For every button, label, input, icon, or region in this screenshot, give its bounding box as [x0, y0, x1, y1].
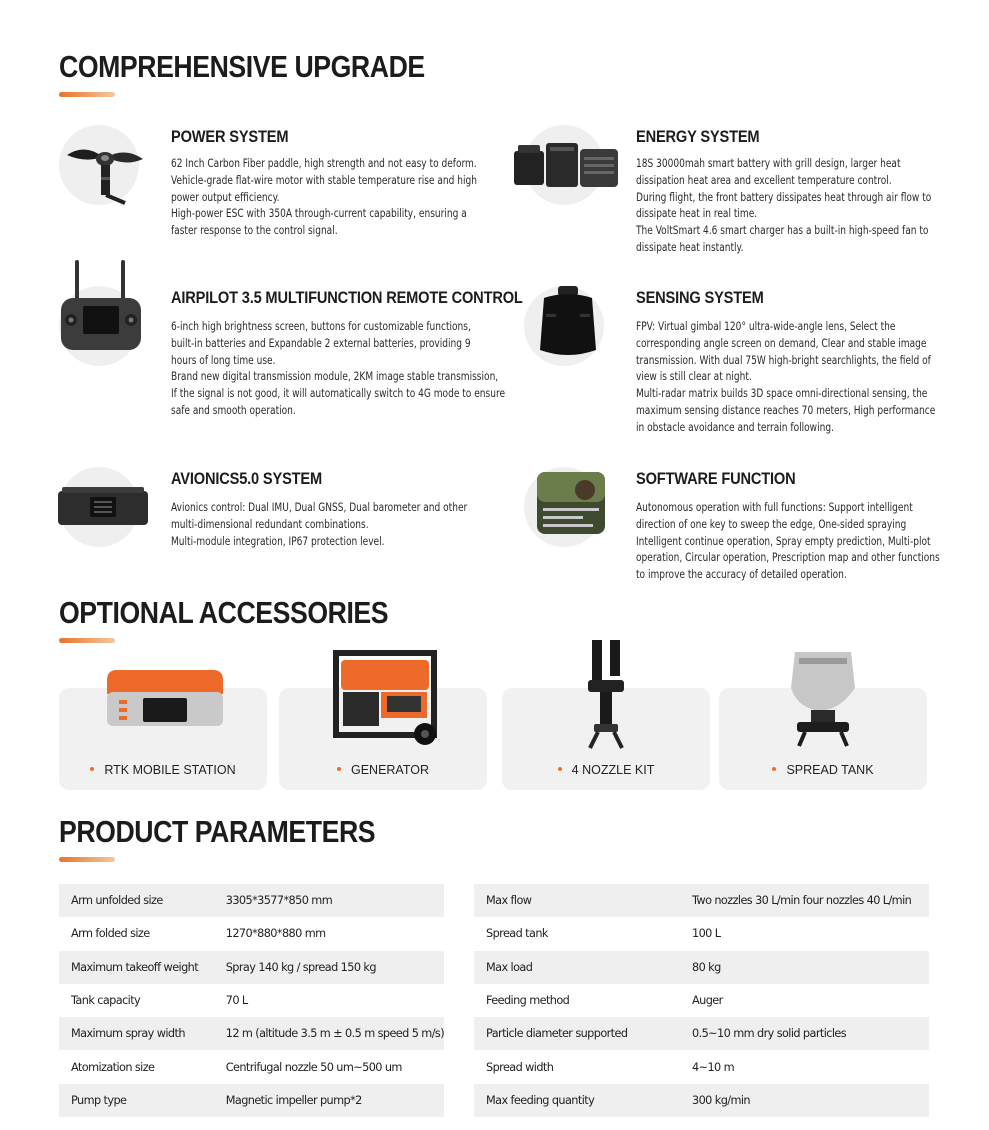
- accessory-label: 4 NOZZLE KIT: [571, 763, 655, 777]
- remote-controller-icon: [59, 258, 143, 356]
- section-underline: [59, 857, 115, 862]
- table-row: Arm folded size 1270*880*880 mm: [71, 927, 326, 941]
- table-row: Feeding method Auger: [486, 994, 723, 1008]
- section-underline: [59, 638, 115, 643]
- feature-description: Autonomous operation with full functions: Support intelligent direction of one key to sweep the edge, One-sided spraying Intelligent continue operation, Spray empty prediction, Multi-plot operation, Circular operation, Prescription map and other functions to improve the accuracy of detailed operation.: [636, 500, 940, 582]
- table-row: Spread tank 100 L: [486, 927, 721, 941]
- table-row: Max flow Two nozzles 30 L/min four nozzles 40 L/min: [474, 884, 929, 917]
- generator-icon: [325, 646, 445, 746]
- accessory-label: SPREAD TANK: [786, 763, 874, 777]
- table-row: Maximum takeoff weight Spray 140 kg / spread 150 kg: [59, 951, 444, 984]
- table-row: Particle diameter supported 0.5~10 mm dry solid particles: [474, 1017, 929, 1050]
- flight-controller-icon: [56, 485, 150, 529]
- table-row: Atomization size Centrifugal nozzle 50 um~500 um: [71, 1060, 402, 1074]
- feature-description: 62 Inch Carbon Fiber paddle, high strength and not easy to deform. Vehicle-grade flat-wire motor with stable temperature rise and high power output efficiency. High-power ESC with 350A through-current capability, ensuring a faster response to the control signal.: [171, 156, 477, 238]
- spread-tank-icon: [785, 648, 861, 748]
- section-title-upgrade: COMPREHENSIVE UPGRADE: [59, 49, 425, 84]
- nozzle-kit-icon: [578, 640, 634, 750]
- table-row: Pump type Magnetic impeller pump*2: [59, 1084, 444, 1117]
- battery-charger-icon: [512, 137, 622, 193]
- feature-title: POWER SYSTEM: [171, 127, 289, 146]
- section-underline: [59, 92, 115, 97]
- accessory-card-generator: [279, 688, 487, 790]
- table-row: Maximum spray width 12 m (altitude 3.5 m ± 0.5 m speed 5 m/s): [59, 1017, 444, 1050]
- accessory-card-spread-tank: [719, 688, 927, 790]
- software-screen-icon: [537, 472, 607, 534]
- motor-propeller-icon: [65, 133, 145, 205]
- feature-title: SOFTWARE FUNCTION: [636, 469, 796, 488]
- parameters-table-right: [474, 884, 929, 1117]
- rtk-station-icon: [103, 666, 227, 730]
- table-row: Spread width 4~10 m: [486, 1060, 735, 1074]
- section-title-parameters: PRODUCT PARAMETERS: [59, 814, 376, 849]
- feature-description: 18S 30000mah smart battery with grill design, larger heat dissipation heat area and excellent temperature control. During flight, the front battery dissipates heat through air flow to dissipate heat in real time. The VoltSmart 4.6 smart charger has a built-in high-speed fan to dissipate heat instantly.: [636, 156, 932, 254]
- feature-title: ENERGY SYSTEM: [636, 127, 760, 146]
- bullet-dot: [558, 767, 562, 771]
- table-row: Arm unfolded size 3305*3577*850 mm: [59, 884, 444, 917]
- accessory-card-nozzle-kit: [502, 688, 710, 790]
- section-title-accessories: OPTIONAL ACCESSORIES: [59, 595, 389, 630]
- bullet-dot: [772, 767, 776, 771]
- feature-title: AVIONICS5.0 SYSTEM: [171, 469, 322, 488]
- accessory-label: RTK MOBILE STATION: [104, 763, 236, 777]
- accessory-card-rtk: [59, 688, 267, 790]
- radar-sensor-icon: [536, 284, 600, 362]
- parameters-table-left: [59, 884, 444, 1117]
- table-row: Max load 80 kg: [474, 951, 929, 984]
- feature-title: AIRPILOT 3.5 MULTIFUNCTION REMOTE CONTROL: [171, 288, 523, 307]
- feature-description: FPV: Virtual gimbal 120° ultra-wide-angle lens, Select the corresponding angle screen on demand, Clear and stable image transmission. With dual 75W high-bright searchlights, the field of view is still clear at night. Multi-radar matrix builds 3D space omni-directional sensing, the maximum sensing distance reaches 70 meters, High performance in obstacle avoidance and terrain following.: [636, 319, 936, 434]
- bullet-dot: [337, 767, 341, 771]
- bullet-dot: [90, 767, 94, 771]
- table-row: Tank capacity 70 L: [71, 994, 248, 1008]
- table-row: Max feeding quantity 300 kg/min: [474, 1084, 929, 1117]
- feature-title: SENSING SYSTEM: [636, 288, 764, 307]
- feature-description: Avionics control: Dual IMU, Dual GNSS, Dual barometer and other multi-dimensional redundant combinations. Multi-module integration, IP67 protection level.: [171, 500, 468, 548]
- accessory-label: GENERATOR: [350, 763, 430, 777]
- feature-description: 6-inch high brightness screen, buttons for customizable functions, built-in batteries and Expandable 2 external batteries, providing 9 hours of long time use. Brand new digital transmission module, 2KM image stable transmission, If the signal is not good, it will automatically switch to 4G mode to ensure safe and smooth operation.: [171, 319, 506, 417]
